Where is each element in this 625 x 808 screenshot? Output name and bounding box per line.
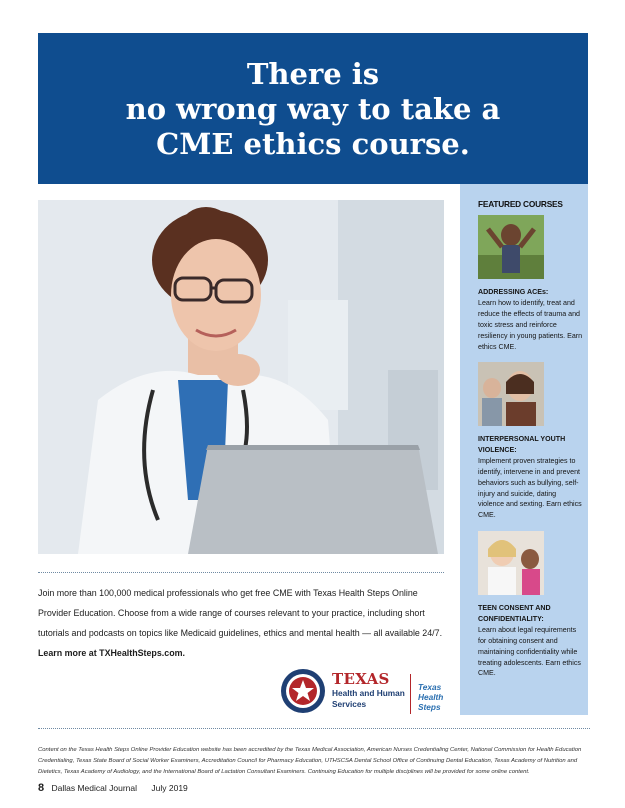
- course-thumb-youth-violence: [478, 362, 544, 426]
- texas-seal-icon: [280, 668, 326, 714]
- logo-texas-text: TEXAS: [332, 670, 390, 688]
- accreditation-footnote: Content on the Texas Health Steps Online Provider Education website has been accredited by the Texas Medical Association, American Nurses Credentialing Center, National Commission for Health Education Credentialing, Texas State Board of Social Worker Examiners, Accreditation Council for Pharmacy Education, UTHSCSA Dental School Office of Continuing Dental Education, Texas Academy of Nutrition and Dietetics, Texas Academy of Audiology, and the International Board of Lactation Consultant Examiners. Continuing Education for multiple disciplines will be provided for some online content.: [38, 747, 582, 775]
- headline-line-1: There is: [246, 57, 380, 91]
- texas-hhs-logo: [280, 668, 450, 716]
- doctor-illustration: [38, 200, 444, 554]
- course-thumb-teen-consent: [478, 531, 544, 595]
- page-number: 8: [38, 782, 45, 794]
- page-footer: [38, 782, 188, 794]
- course-desc-youth-violence: Implement proven strategies to identify, intervene in and prevent behaviors such as bullying, self-injury and suicide, dating violence and sexting. Earn ethics CME.: [478, 456, 582, 520]
- logo-hhs-line1: Health and Human: [332, 688, 405, 698]
- logo-texas-health-steps: [418, 682, 458, 712]
- logo-steps-line3: Steps: [418, 702, 441, 712]
- publication-name: Dallas Medical Journal: [51, 783, 138, 793]
- intro-paragraph: Join more than 100,000 medical professionals who get free CME with Texas Health Steps Online Provider Education. Choose from a wide range of courses relevant to your practice, including short tutorials and podcasts on topics like Medicaid guidelines, ethics and mental health — all available 24/7.: [38, 588, 443, 638]
- headline-line-2: no wrong way to take a: [125, 92, 501, 126]
- headline-banner: [38, 33, 588, 184]
- course-title-teen-consent: TEEN CONSENT AND CONFIDENTIALITY:: [478, 604, 551, 623]
- logo-divider: [410, 674, 411, 714]
- course-desc-aces: Learn how to identify, treat and reduce the effects of trauma and toxic stress and reinforce resiliency in young patients. Earn ethics CME.: [478, 298, 583, 351]
- course-title-youth-violence: INTERPERSONAL YOUTH VIOLENCE:: [478, 435, 566, 454]
- course-aces[interactable]: [478, 287, 584, 352]
- course-thumb-aces: [478, 215, 544, 279]
- featured-courses-heading: FEATURED COURSES: [478, 199, 563, 209]
- divider-bottom: [38, 728, 590, 729]
- logo-steps-line2: Health: [418, 692, 444, 702]
- intro-text: [38, 583, 448, 663]
- divider-top: [38, 572, 444, 573]
- learn-more-link[interactable]: Learn more at TXHealthSteps.com.: [38, 648, 185, 658]
- issue-date: July 2019: [151, 783, 188, 793]
- logo-steps-line1: Texas: [418, 682, 442, 692]
- logo-hhs-line2: Services: [332, 699, 367, 709]
- headline-line-3: CME ethics course.: [156, 127, 470, 161]
- course-title-aces: ADDRESSING ACEs:: [478, 288, 549, 296]
- course-youth-violence[interactable]: [478, 434, 584, 521]
- course-teen-consent[interactable]: [478, 603, 584, 679]
- doctor-photo: [38, 200, 444, 554]
- course-desc-teen-consent: Learn about legal requirements for obtaining consent and maintaining confidentiality while treating adolescents. Earn ethics CME.: [478, 625, 581, 678]
